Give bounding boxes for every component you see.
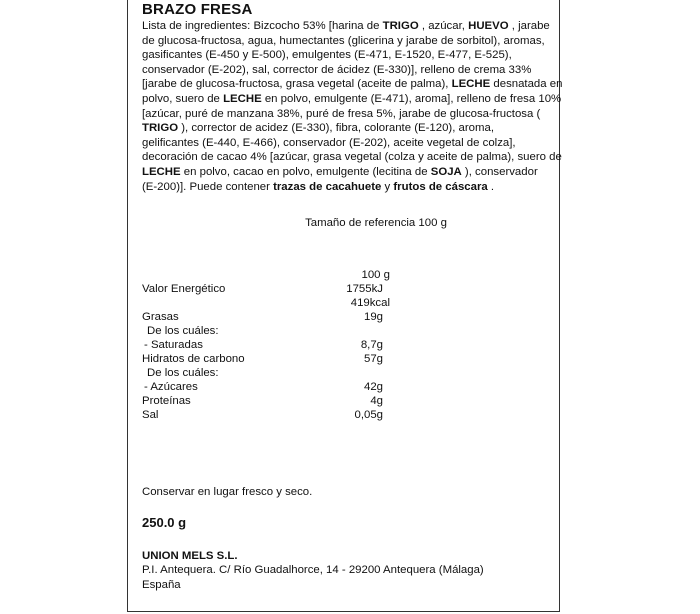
- ingredients-line: [142, 92, 562, 107]
- manufacturer-name: UNION MELS S.L.: [142, 550, 238, 562]
- ingredient-text: decoración de cacao 4% [azúcar, grasa vegetal (colza y aceite de palma), suero de: [142, 151, 562, 164]
- manufacturer-address-block: [142, 563, 484, 592]
- fat-of-which-label: De los cuáles:: [147, 325, 219, 337]
- allergen-text: trazas de cacahuete: [273, 180, 382, 193]
- ingredients-line: [142, 180, 552, 195]
- ingredient-text: gasificantes (E-450 y E-500), emulgentes (E-471, E-1520, E-477, E-525),: [142, 49, 512, 62]
- ingredient-text: , jarabe: [508, 20, 550, 32]
- ingredient-text: [jarabe de glucosa-fructosa, grasa vegetal (aceite de palma),: [142, 78, 452, 91]
- ingredients-line: [142, 136, 552, 151]
- salt-value: 0,05g: [354, 409, 383, 421]
- ingredients-list: [142, 19, 563, 194]
- ingredient-text: polvo, suero de: [142, 92, 224, 105]
- ingredients-line: [142, 107, 552, 122]
- saturated-label: - Saturadas: [144, 339, 203, 351]
- allergen-text: LECHE: [451, 78, 491, 91]
- allergen-text: LECHE: [142, 165, 181, 178]
- ingredient-text: gelificantes (E-440, E-466), conservador (E-202), aceite vegetal de colza],: [142, 136, 516, 149]
- per-100g-header: 100 g: [361, 269, 390, 281]
- sugars-value: 42g: [363, 381, 383, 393]
- sugars-label: - Azúcares: [144, 381, 198, 393]
- allergen-text: TRIGO: [142, 122, 179, 135]
- ingredient-text: .: [487, 180, 495, 193]
- ingredient-text: y: [381, 180, 394, 193]
- saturated-value: 8,7g: [360, 339, 383, 351]
- allergen-text: SOJA: [430, 165, 462, 178]
- salt-label: Sal: [142, 409, 159, 421]
- allergen-text: LECHE: [223, 92, 262, 105]
- fat-label: Grasas: [142, 311, 179, 323]
- ingredients-line: [142, 77, 563, 92]
- carbs-value: 57g: [363, 353, 383, 365]
- carbs-label: Hidratos de carbono: [142, 353, 245, 365]
- protein-label: Proteínas: [142, 395, 191, 407]
- allergen-text: HUEVO: [468, 20, 509, 32]
- ingredient-text: (E-200)]. Puede contener: [142, 180, 274, 193]
- manufacturer-address: P.I. Antequera. C/ Río Guadalhorce, 14 - 29200 Antequera (Málaga): [142, 564, 484, 576]
- allergen-text: frutos de cáscara: [393, 180, 488, 193]
- ingredient-text: [azúcar, puré de manzana 38%, puré de fresa 5%, jarabe de glucosa-fructosa (: [142, 107, 541, 120]
- ingredient-text: de glucosa-fructosa, agua, humectantes (glicerina y jarabe de sorbitol), aromas,: [142, 34, 545, 47]
- ingredients-line: [142, 165, 552, 180]
- ingredients-line: [142, 19, 552, 34]
- ingredient-text: desnatada en: [490, 78, 563, 91]
- protein-value: 4g: [370, 395, 383, 407]
- ingredients-line: [142, 150, 562, 165]
- ingredient-text: ), conservador: [461, 165, 538, 178]
- energy-label: Valor Energético: [142, 283, 226, 295]
- net-weight: 250.0 g: [142, 515, 187, 530]
- allergen-text: TRIGO: [382, 20, 419, 32]
- ingredient-text: , azúcar,: [418, 20, 469, 32]
- ingredient-text: Lista de ingredientes: Bizcocho 53% [harina de: [142, 20, 383, 32]
- ingredient-text: en polvo, cacao en polvo, emulgente (lecitina de: [180, 165, 431, 178]
- carbs-of-which-label: De los cuáles:: [147, 367, 219, 379]
- product-title: BRAZO FRESA: [142, 1, 253, 18]
- ingredients-line: [142, 121, 552, 136]
- ingredients-line: [142, 34, 552, 49]
- ingredients-line: [142, 48, 552, 63]
- reference-size-label: Tamaño de referencia 100 g: [305, 217, 447, 229]
- fat-value: 19g: [363, 311, 383, 323]
- ingredient-text: ), corrector de acidez (E-330), fibra, colorante (E-120), aroma,: [178, 122, 494, 135]
- energy-kj-value: 1755kJ: [346, 283, 383, 295]
- manufacturer-country: España: [142, 578, 181, 591]
- ingredient-text: conservador (E-202), sal, corrector de ácidez (E-330)], relleno de crema 33%: [142, 63, 532, 76]
- ingredients-line: [142, 63, 552, 78]
- energy-kcal-value: 419kcal: [350, 297, 390, 309]
- ingredient-text: en polvo, emulgente (E-471), aroma], relleno de fresa 10%: [261, 92, 562, 105]
- storage-instructions: Conservar en lugar fresco y seco.: [142, 486, 313, 498]
